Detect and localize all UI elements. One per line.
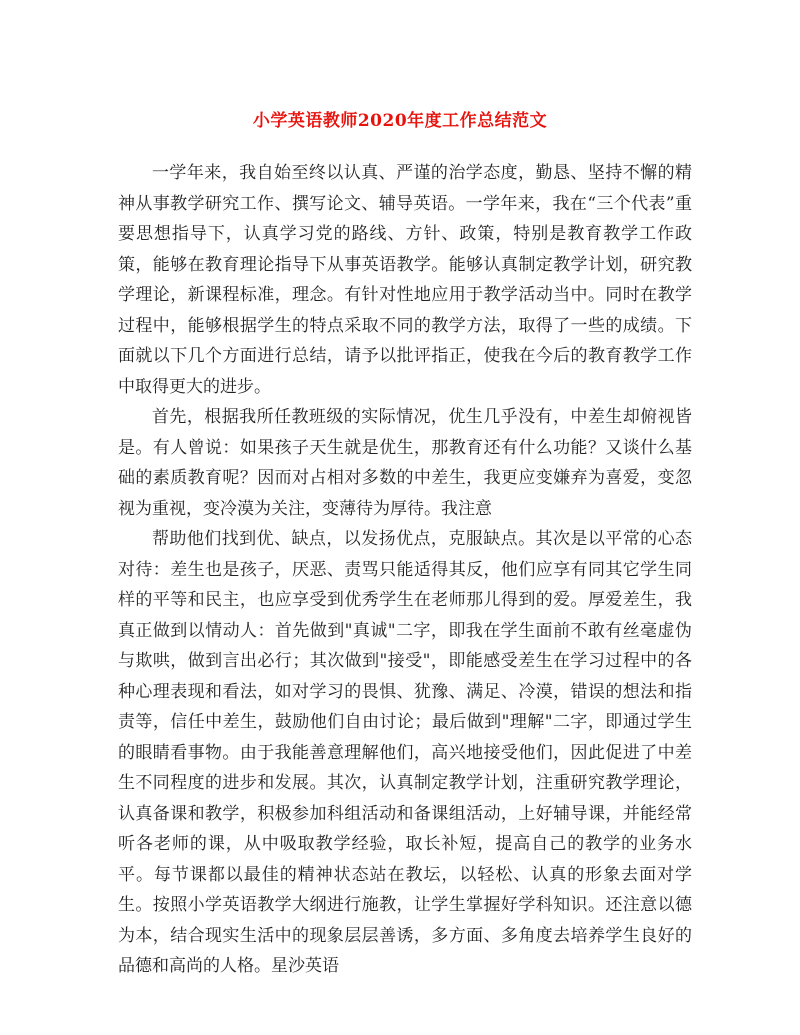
document-title: 小学英语教师2020年度工作总结范文 bbox=[252, 111, 548, 131]
document-body bbox=[118, 158, 692, 982]
paragraph-second: 帮助他们找到优、缺点，以发扬优点，克服缺点。其次是以平常的心态对待：差生也是孩子，厌恶、责骂只能适得其反，他们应享有同其它学生同样的平等和民主，也应享受到优秀学生在老师那儿得到的爱。厚爱差生，我真正做到以情动人：首先做到"真诚"二字，即我在学生面前不敢有丝毫虚伪与欺哄，做到言出必行；其次做到"接受"，即能感受差生在学习过程中的各种心理表现和看法，如对学习的畏惧、犹豫、满足、冷漠，错误的想法和指责等，信任中差生，鼓励他们自由讨论；最后做到"理解"二字，即通过学生的眼睛看事物。由于我能善意理解他们，高兴地接受他们，因此促进了中差生不同程度的进步和发展。其次，认真制定教学计划，注重研究教学理论，认真备课和教学，积极参加科组活动和备课组活动，上好辅导课，并能经常听各老师的课，从中吸取教学经验，取长补短，提高自己的教学的业务水平。每节课都以最佳的精神状态站在教坛，以轻松、认真的形象去面对学生。按照小学英语教学大纲进行施教，让学生掌握好学科知识。还注意以德为本，结合现实生活中的现象层层善诱，多方面、多角度去培养学生良好的品德和高尚的人格。星沙英语 bbox=[118, 529, 692, 976]
paragraph-first: 首先，根据我所任教班级的实际情况，优生几乎没有，中差生却俯视皆是。有人曾说：如果孩子天生就是优生，那教育还有什么功能？又谈什么基础的素质教育呢？因而对占相对多数的中差生，我更应变嫌弃为喜爱，变忽视为重视，变冷漠为关注，变薄待为厚待。我注意 bbox=[118, 407, 692, 519]
paragraph-intro: 一学年来，我自始至终以认真、严谨的治学态度，勤恳、坚持不懈的精神从事教学研究工作、撰写论文、辅导英语。一学年来，我在“三个代表”重要思想指导下，认真学习党的路线、方针、政策，特别是教育教学工作政策，能够在教育理论指导下从事英语教学。能够认真制定教学计划，研究教学理论，新课程标准，理念。有针对性地应用于教学活动当中。同时在教学过程中，能够根据学生的特点采取不同的教学方法，取得了一些的成绩。下面就以下几个方面进行总结，请予以批评指正，使我在今后的教育教学工作中取得更大的进步。 bbox=[118, 163, 692, 397]
